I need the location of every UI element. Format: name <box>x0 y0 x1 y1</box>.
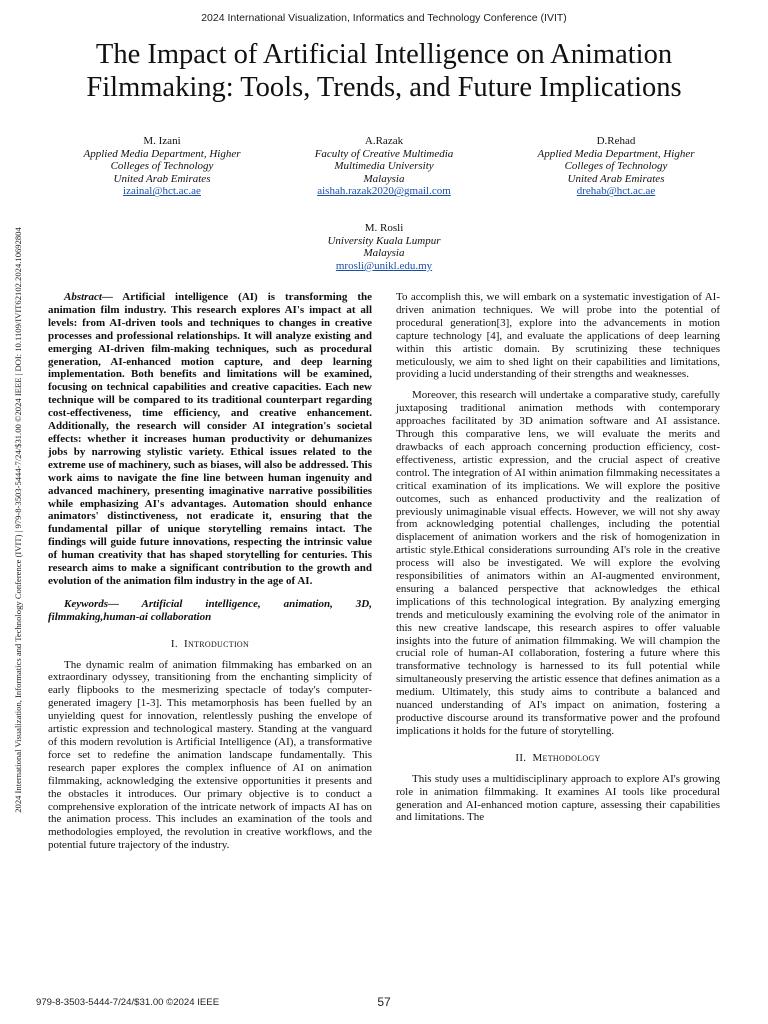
author-affiliation-line: Malaysia <box>363 247 405 260</box>
paragraph: Moreover, this research will undertake a comparative study, carefully juxtaposing traditional animation methods with contemporary approaches facilitated by 3D animation software and AI assistance. Through this comparative lens, we will evaluate the merits and drawbacks of each approach concerning production efficiency, cost-effectiveness, artistic expression, and the crucial aspect of creative control. The integration of AI within animation filmmaking necessitates a critical examination of its implications. We will explore the positive outcomes, such as enhanced productivity and the realization of previously unimaginable visual effects. However, we will not shy away from acknowledging potential challenges, including the potential displacement of animation workers and the risk of homogenization in artistic style.Ethical considerations surrounding AI's role in the creative process will also be investigated. We will explore the evolving responsibilities of animators within an AI-augmented environment, ensuring a balanced perspective that acknowledges the ethical implications of this technological integration. By analyzing emerging trends and meticulously examining the evolving role of the animator in this new creative landscape, this research aspires to offer valuable insights into the future of animation filmmaking. We will champion the crucial role of human-AI collaboration, fostering a future where this transformative technology is harnessed to its full potential while simultaneously preserving the artistic essence that defines animation as a medium. Ultimately, this study aims to contribute a balanced and nuanced understanding of AI's impact on animation, fostering a productive discourse around its transformative power and the profound implications it holds for the future of storytelling. <box>396 389 720 737</box>
author-email-link[interactable]: izainal@hct.ac.ae <box>123 185 201 198</box>
author-name: D.Rehad <box>596 135 636 147</box>
section-title: Introduction <box>184 637 250 650</box>
right-column <box>396 291 720 824</box>
side-doi-text: 2024 International Visualization, Informatics and Technology Conference (IVIT) | 979-8-3503-5444-7/24/$31.00 ©2024 IEEE | DOI: 10.1109/IVIT62102.2024.10692804 <box>13 227 23 813</box>
paragraph: The dynamic realm of animation filmmaking has embarked on an extraordinary odyssey, transitioning from the enchanting simplicity of early flipbooks to the mesmerizing spectacle of today's computer-generated imagery [1-3]. This metamorphosis has been fuelled by an unyielding quest for innovation, relentlessly pushing the envelope of artistic expression and technological mastery. Standing at the vanguard of this modern revolution is Artificial Intelligence (AI), a transformative force set to redefine the animation landscape fundamentally. This research paper explores the complex influence of AI on animation filmmaking, acknowledging the extensive opportunities it presents and the obstacles it introduces. Our primary objective is to conduct a comprehensive exploration of the intricate network of impacts AI has on the animation process. This includes an examination of the tools and methodologies employed, the revolution in creative workflows, and the potential future trajectory of the industry. <box>48 658 372 852</box>
author-name: M. Izani <box>143 135 181 147</box>
author-block-4 <box>274 222 494 272</box>
abstract <box>48 291 372 588</box>
author-block-3 <box>506 135 726 198</box>
author-name: M. Rosli <box>364 222 404 234</box>
footer-copyright: 979-8-3503-5444-7/24/$31.00 ©2024 IEEE <box>36 997 220 1008</box>
author-affiliation-line: University Kuala Lumpur <box>327 234 441 247</box>
left-column <box>48 291 372 852</box>
author-email-link[interactable]: aishah.razak2020@gmail.com <box>317 185 451 198</box>
author-affiliation-line: Applied Media Department, Higher <box>537 147 695 160</box>
page-number: 57 <box>377 995 391 1009</box>
paper-title: The Impact of Artificial Intelligence on Animation Filmmaking: Tools, Trends, and Future Implications <box>86 39 682 103</box>
author-affiliation-line: United Arab Emirates <box>567 172 665 185</box>
author-affiliation-line: United Arab Emirates <box>113 172 211 185</box>
paragraph: This study uses a multidisciplinary approach to explore AI's growing role in animation filmmaking. It examines AI tools like procedural generation and AI-enhanced motion capture, assessing their capabilities and limitations. The <box>396 772 720 824</box>
author-affiliation-line: Applied Media Department, Higher <box>83 147 241 160</box>
keywords: Keywords— Artificial intelligence, animation, 3D, filmmaking,human-ai collaboration <box>48 597 372 623</box>
abstract-text: Artificial intelligence (AI) is transforming the animation film industry. This research explores AI's impact at all levels: from AI-driven tools and techniques to changes in creative processes and professional relationships. It will analyze existing and emerging AI-driven film-making techniques, such as procedural generation, AI-enhanced motion capture, and deep learning implementation. Both benefits and limitations will be examined, focusing on technical capabilities and creative capacities. Each new technique will be compared to its traditional counterpart regarding cost-effectiveness, time efficiency, and creative enhancement. Additionally, the research will consider AI integration's societal effects: whether it increases human productivity or dehumanizes jobs by narrowing stylistic variety. Ethical issues related to the extreme use of machinery, such as biases, will also be addressed. This work aims to navigate the fine line between human ingenuity and advanced machinery, presenting imaginative narrative possibilities while emphasizing AI's advantages. Automation should enhance animators' distinctiveness, not eradicate it, ensuring that the fundamental pillar of unique storytelling remains intact. The findings will guide future innovations, respecting the intrinsic value of human creativity that has shaped storytelling for centuries. This research aims to make a significant contribution to the growth and evolution of the animation film industry in the age of AI. <box>48 291 372 587</box>
paragraph: To accomplish this, we will embark on a systematic investigation of AI-driven animation techniques. We will probe into the potential of procedural generation[3], explore into the advancements in motion capture technology [4], and evaluate the applications of deep learning within this artistic domain. By scrutinizing these techniques meticulously, we aim to shed light on their capabilities and limitations, providing a lucid understanding of their strengths and weaknesses. <box>396 291 720 381</box>
abstract-label: Abstract— <box>64 291 113 303</box>
author-affiliation-line: Multimedia University <box>334 160 434 173</box>
author-email-link[interactable]: drehab@hct.ac.ae <box>576 185 656 198</box>
author-affiliation-line: Colleges of Technology <box>110 160 214 173</box>
author-affiliation-line: Colleges of Technology <box>564 160 668 173</box>
author-block-2 <box>274 135 494 198</box>
section-number: II. <box>515 751 527 764</box>
section-heading-introduction <box>48 638 372 651</box>
author-affiliation-line: Faculty of Creative Multimedia <box>314 147 454 160</box>
author-email-link[interactable]: mrosli@unikl.edu.my <box>335 259 433 272</box>
section-heading-methodology <box>396 752 720 765</box>
section-number: I. <box>170 637 178 650</box>
conference-header: 2024 International Visualization, Informatics and Technology Conference (IVIT) <box>201 12 567 24</box>
author-block-1 <box>52 135 272 198</box>
author-name: A.Razak <box>364 135 404 147</box>
author-affiliation-line: Malaysia <box>363 172 405 185</box>
section-title: Methodology <box>532 751 601 764</box>
